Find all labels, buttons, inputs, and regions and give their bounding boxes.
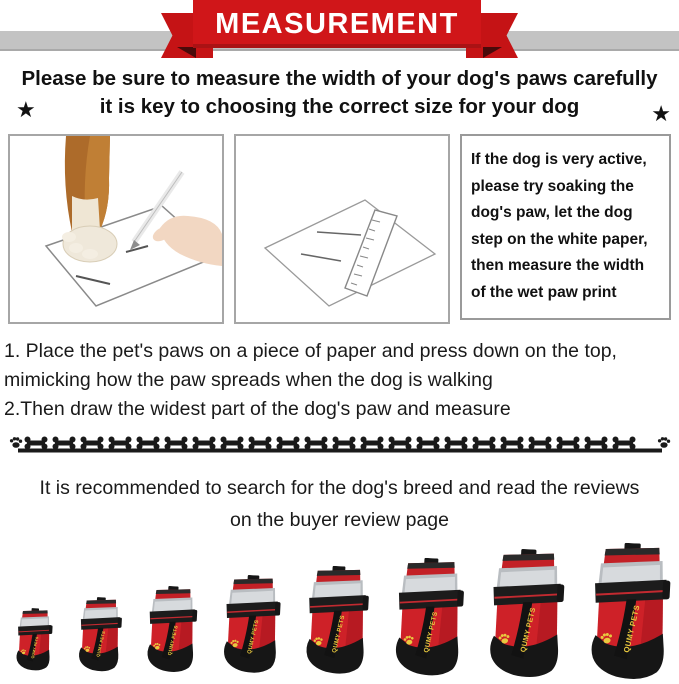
dog-boot-size-4: [219, 574, 283, 684]
headline-line1: Please be sure to measure the width of your dog's paws carefully: [21, 67, 658, 90]
paw-tracing-image: [10, 136, 222, 322]
instruction-line: mimicking how the paw spreads when the dog is walking: [4, 369, 493, 391]
banner-title: MEASUREMENT: [215, 7, 459, 40]
dog-boot-size-8: [585, 541, 673, 684]
tip-line: step on the white paper,: [471, 230, 648, 248]
tip-line: of the wet paw print: [471, 283, 617, 301]
headline-line2: it is key to choosing the correct size for your dog: [99, 95, 580, 118]
recommendation-line2: on the buyer review page: [230, 509, 449, 531]
active-dog-tip-box: [460, 134, 671, 320]
recommendation: [0, 472, 679, 536]
instruction-line: 1. Place the pet's paws on a piece of paper and press down on the top,: [4, 340, 617, 362]
instructions: [4, 337, 677, 424]
headline: [0, 65, 679, 126]
tip-line: dog's paw, let the dog: [471, 204, 633, 221]
star-icon: ★: [651, 101, 671, 126]
dog-boot-size-7: [484, 547, 567, 684]
dog-boot-size-6: [390, 556, 466, 683]
ruler-measure-image: [236, 136, 448, 322]
dog-boot-size-5: [301, 564, 371, 683]
ruler-measure-illustration: [234, 134, 450, 324]
measurement-banner: [0, 0, 679, 60]
tip-line: If the dog is very active,: [471, 151, 647, 168]
instruction-line: 2.Then draw the widest part of the dog's paw and measure: [4, 398, 511, 420]
recommendation-line1: It is recommended to search for the dog's breed and read the reviews: [39, 477, 640, 499]
banner-ribbon: [193, 0, 481, 48]
dog-boot-size-2: [75, 596, 123, 683]
dog-boot-size-3: [143, 585, 199, 684]
paw-tracing-illustration: [8, 134, 224, 324]
tip-line: please try soaking the: [471, 177, 634, 195]
dog-boot-size-1: [13, 607, 54, 683]
measure-steps-row: [0, 134, 679, 324]
bone-divider: [0, 435, 679, 460]
star-icon: ★: [16, 97, 36, 122]
tip-line: then measure the width: [471, 257, 645, 274]
bone-divider-icon: [8, 435, 672, 455]
boot-size-lineup: [0, 536, 679, 682]
